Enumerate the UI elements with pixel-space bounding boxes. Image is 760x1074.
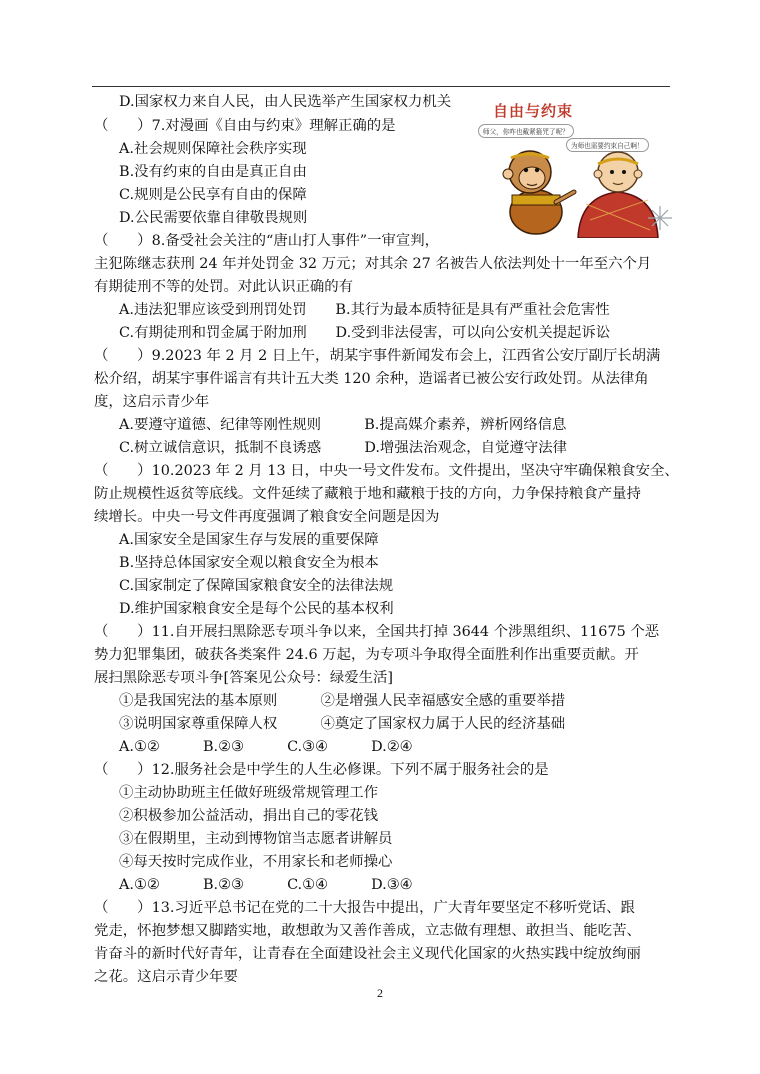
cartoon-illustration-icon [478, 100, 674, 238]
monkey-figure-icon [503, 151, 574, 234]
page-number: 2 [377, 986, 383, 1000]
text-line: 主犯陈继志获刑 24 年并处罚金 32 万元；对其余 27 名被告人依法判处十一年至六个月 [94, 256, 652, 272]
text-line: （ ）9.2023 年 2 月 2 日上午，胡某宇事件新闻发布会上，江西省公安厅副厅长胡满 [94, 348, 661, 364]
cartoon-freedom-and-constraint [478, 100, 674, 238]
speech-bubble-right: 为师也需要约束自己啊！ [566, 138, 649, 152]
text-line: D.公民需要依靠自律敬畏规则 [119, 210, 308, 226]
text-line: （ ）10.2023 年 2 月 13 日，中央一号文件发布。文件提出，坚决守牢确保粮食安全、 [94, 463, 679, 479]
text-line: 肯奋斗的新时代好青年，让青春在全面建设社会主义现代化国家的火热实践中绽放绚丽 [94, 946, 641, 962]
text-line: （ ）13.习近平总书记在党的二十大报告中提出，广大青年要坚定不移听党话、跟 [94, 900, 635, 916]
monk-figure-icon [578, 152, 658, 238]
text-line: 防止规模性返贫等底线。文件延续了藏粮于地和藏粮于技的方向，力争保持粮食产量持 [94, 486, 641, 502]
text-line: （ ）11.自开展扫黑除恶专项斗争以来，全国共打掉 3644 个涉黑组织、11675 个恶 [94, 624, 660, 640]
text-line: C.树立诚信意识，抵制不良诱惑 D.增强法治观念，自觉遵守法律 [119, 440, 568, 456]
text-line: A.国家安全是国家生存与发展的重要保障 [119, 532, 379, 548]
text-line: ③在假期里，主动到博物馆当志愿者讲解员 [119, 831, 393, 847]
text-line: 势力犯罪集团，破获各类案件 24.6 万起，为专项斗争取得全面胜利作出重要贡献。开 [94, 647, 639, 663]
text-line: ②积极参加公益活动，捐出自己的零花钱 [119, 808, 379, 824]
cartoon-title: 自由与约束 [493, 102, 574, 120]
text-line: （ ）7.对漫画《自由与约束》理解正确的是 [94, 118, 396, 134]
text-line: A.社会规则保障社会秩序实现 [119, 141, 307, 157]
text-line: D.维护国家粮食安全是每个公民的基本权利 [119, 601, 394, 617]
text-line: A.①② B.②③ C.③④ D.②④ [119, 739, 413, 755]
text-line: B.没有约束的自由是真正自由 [119, 164, 307, 180]
text-line: ①是我国宪法的基本原则 ②是增强人民幸福感安全感的重要举措 [119, 693, 566, 709]
text-line: A.违法犯罪应该受到刑罚处罚 B.其行为最本质特征是具有严重社会危害性 [119, 302, 610, 318]
text-line: D.国家权力来自人民，由人民选举产生国家权力机关 [119, 94, 452, 110]
text-line: 度，这启示青少年 [94, 394, 210, 410]
speech-bubble-left: 师父，你咋也戴紧箍咒了呢？ [478, 124, 574, 138]
header-rule [92, 86, 670, 87]
text-line: 续增长。中央一号文件再度强调了粮食安全问题是因为 [94, 509, 440, 525]
text-line: ④每天按时完成作业，不用家长和老师操心 [119, 854, 393, 870]
text-line: C.有期徒刑和罚金属于附加刑 D.受到非法侵害，可以向公安机关提起诉讼 [119, 325, 611, 341]
text-line: （ ）12.服务社会是中学生的人生必修课。下列不属于服务社会的是 [94, 762, 549, 778]
text-line: A.①② B.②③ C.①④ D.③④ [119, 877, 413, 893]
text-line: （ ）8.备受社会关注的“唐山打人事件”一审宣判， [94, 233, 440, 249]
text-line: 松介绍，胡某宇事件谣言有共计五大类 120 余种，造谣者已被公安行政处罚。从法律角 [94, 371, 649, 387]
text-line: 有期徒刑不等的处罚。对此认识正确的有 [94, 279, 354, 295]
text-line: B.坚持总体国家安全观以粮食安全为根本 [119, 555, 379, 571]
text-line: C.国家制定了保障国家粮食安全的法律法规 [119, 578, 394, 594]
text-line: ③说明国家尊重保障人权 ④奠定了国家权力属于人民的经济基础 [119, 716, 566, 732]
text-line: 展扫黑除恶专项斗争[答案见公众号：绿爱生活] [94, 670, 394, 686]
text-line: A.要遵守道德、纪律等刚性规则 B.提高媒介素养，辨析网络信息 [119, 417, 567, 433]
text-line: C.规则是公民享有自由的保障 [119, 187, 307, 203]
text-line: 党走，怀抱梦想又脚踏实地，敢想敢为又善作善成，立志做有理想、敢担当、能吃苦、 [94, 923, 641, 939]
text-line: ①主动协助班主任做好班级常规管理工作 [119, 785, 379, 801]
text-line: 之花。这启示青少年要 [94, 969, 238, 985]
